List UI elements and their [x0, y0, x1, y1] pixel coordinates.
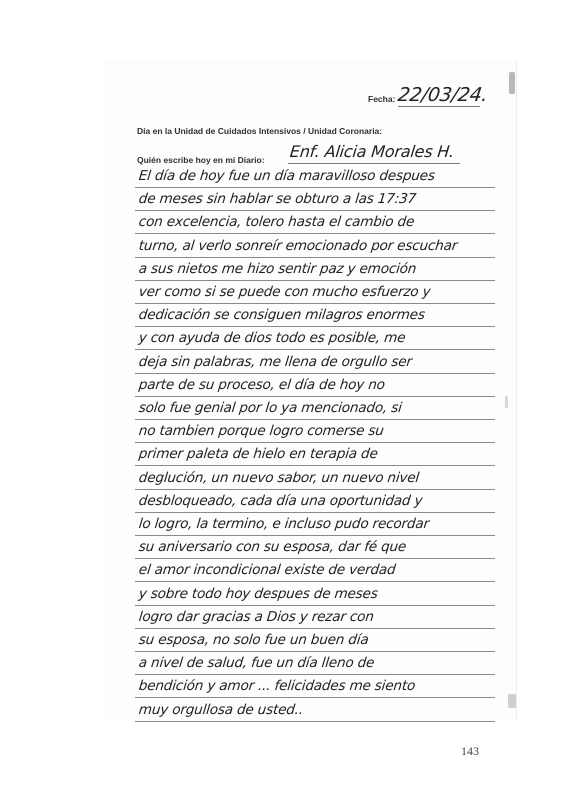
entry-line: bendición y amor ... felicidades me siento — [138, 678, 416, 695]
ruled-line — [135, 326, 495, 327]
ruled-line — [135, 721, 495, 722]
ruled-line — [135, 558, 495, 559]
ruled-line — [135, 605, 495, 606]
entry-line: su esposa, no solo fue un buen día — [138, 632, 370, 648]
ruled-line — [135, 373, 495, 374]
page-edge-mark — [508, 694, 516, 708]
entry-line: y con ayuda de dios todo es posible, me — [138, 330, 407, 347]
entry-line: con excelencia, tolero hasta el cambio de — [138, 214, 416, 231]
ruled-line — [135, 674, 495, 675]
entry-line: el amor incondicional existe de verdad — [138, 562, 397, 579]
entry-line: y sobre todo hoy despues de meses — [138, 585, 379, 602]
ruled-line — [135, 349, 495, 350]
ruled-line — [135, 581, 495, 582]
ruled-line — [135, 396, 495, 397]
ruled-line — [135, 210, 495, 211]
entry-line: logro dar gracias a Dios y rezar con — [138, 608, 375, 625]
entry-line: a nivel de salud, fue un día lleno de — [138, 655, 376, 672]
entry-line: lo logro, la termino, e incluso pudo recordar — [138, 516, 430, 532]
entry-line: muy orgullosa de usted.. — [138, 701, 304, 718]
ruled-line — [135, 651, 495, 652]
ruled-line — [135, 512, 495, 513]
writer-label: Quién escribe hoy en mi Diario: — [137, 155, 265, 165]
entry-line: El día de hoy fue un día maravilloso despues — [138, 168, 436, 184]
unit-label: Día en la Unidad de Cuidados Intensivos / Unidad Coronaria: — [137, 126, 383, 136]
entry-line: desbloqueado, cada día una oportunidad y — [138, 492, 424, 509]
entry-line: parte de su proceso, el día de hoy no — [138, 376, 386, 393]
ruled-line — [135, 442, 495, 443]
entry-line: deja sin palabras, me llena de orgullo ser — [138, 353, 413, 370]
entry-line: a sus nietos me hizo sentir paz y emoción — [138, 260, 418, 277]
ruled-line — [135, 419, 495, 420]
ruled-line — [135, 465, 495, 466]
ruled-line — [135, 257, 495, 258]
ruled-line — [135, 303, 495, 304]
entry-line: solo fue genial por lo ya mencionado, si — [138, 400, 403, 416]
ruled-line — [135, 628, 495, 629]
date-underline — [398, 106, 480, 107]
writer-name: Enf. Alicia Morales H. — [289, 142, 456, 161]
entry-line: no tambien porque logro comerse su — [138, 423, 385, 440]
entry-line: su aniversario con su esposa, dar fé que — [138, 539, 407, 556]
ruled-line — [135, 697, 495, 698]
ruled-line — [135, 280, 495, 281]
date-value: 22/03/24. — [396, 84, 490, 106]
ruled-line — [135, 187, 495, 188]
writer-underline — [288, 163, 460, 164]
ruled-line — [135, 233, 495, 234]
page-edge-mark — [509, 72, 515, 94]
page-edge-mark — [505, 396, 508, 408]
entry-line: ver como si se puede con mucho esfuerzo y — [138, 284, 432, 300]
entry-line: deglución, un nuevo sabor, un nuevo nivel — [138, 469, 420, 486]
ruled-line — [135, 489, 495, 490]
entry-line: dedicación se consiguen milagros enormes — [138, 307, 426, 324]
ruled-line — [135, 535, 495, 536]
page-number: 143 — [461, 744, 479, 758]
date-label: Fecha: — [368, 94, 396, 104]
entry-line: de meses sin hablar se obturo a las 17:37 — [138, 191, 417, 208]
entry-line: turno, al verlo sonreír emocionado por escuchar — [138, 237, 458, 254]
entry-line: primer paleta de hielo en terapia de — [138, 446, 379, 463]
